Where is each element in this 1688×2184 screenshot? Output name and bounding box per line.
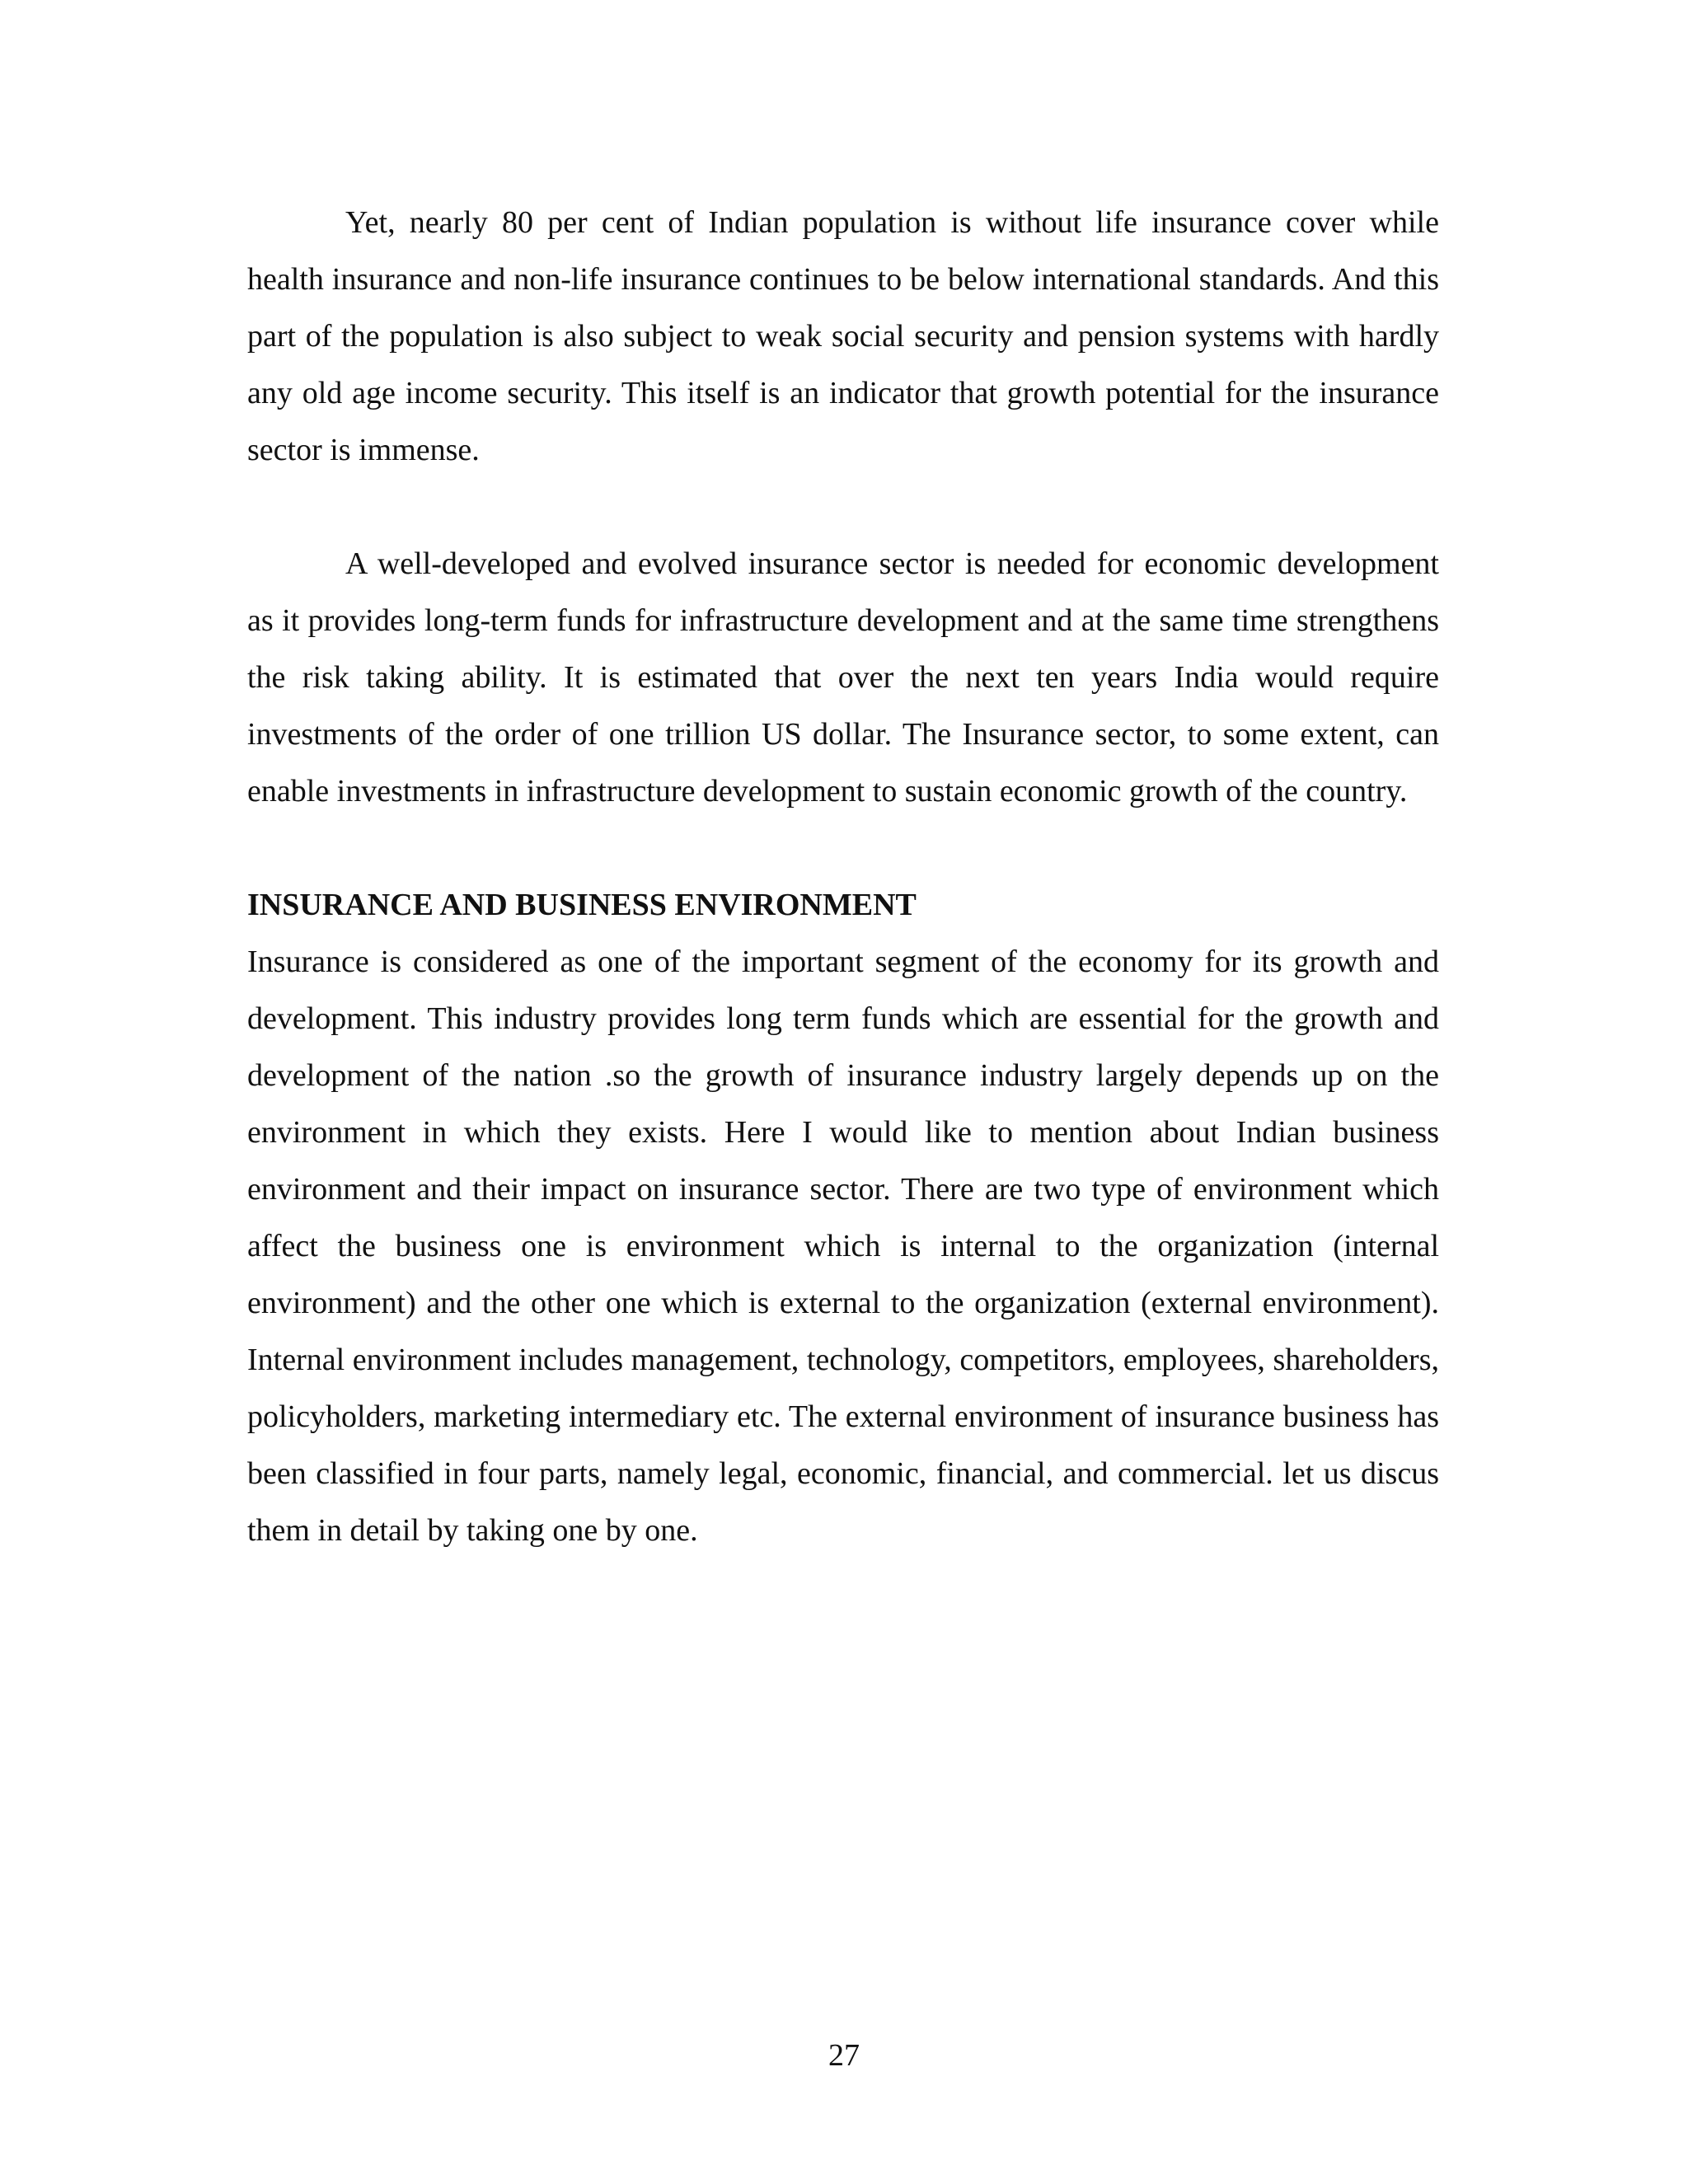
paragraph-economic-development: A well-developed and evolved insurance sector is needed for economic development as it provides long-term funds for infrastructure development and at the same time strengthens the risk taking ability. It is estimated that over the next ten years India would require investments of the order of one trillion US dollar. The Insurance sector, to some extent, can enable investments in infrastructure development to sustain economic growth of the country. [247,546,1439,808]
paragraph-insurance-coverage: Yet, nearly 80 per cent of Indian population is without life insurance cover while health insurance and non-life insurance continues to be below international standards. And this part of the population is also subject to weak social security and pension systems with hardly any old age income security. This itself is an indicator that growth potential for the insurance sector is immense. [247,205,1439,467]
page-number: 27 [828,2038,860,2073]
section-heading: INSURANCE AND BUSINESS ENVIRONMENT [247,888,917,922]
paragraph-business-environment: Insurance is considered as one of the important segment of the economy for its growth and development. This industry provides long term funds which are essential for the growth and development of the nation .so the growth of insurance industry largely depends up on the environment in which they exists. Here I would like to mention about Indian business environment and their impact on insurance sector. There are two type of environment which affect the business one is environment which is internal to the organization (internal environment) and the other one which is external to the organization (external environment). Internal environment includes management, technology, competitors, employees, shareholders, policyholders, marketing intermediary etc. The external environment of insurance business has been classified in four parts, namely legal, economic, financial, and commercial. let us discus them in detail by taking one by one. [247,944,1439,1548]
page-body [247,194,1439,1559]
